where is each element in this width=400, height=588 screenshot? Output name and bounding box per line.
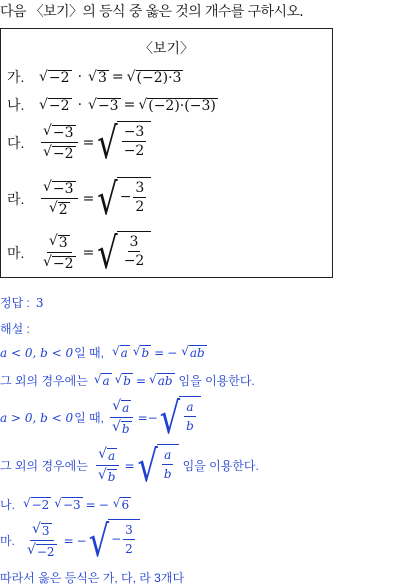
fraction: √ −3 √ −2 [41, 123, 78, 162]
sqrt-fraction: √ $\frac{-3}{-2}$ [97, 127, 151, 159]
sqrt-expression: √ 3 [88, 68, 107, 86]
item-label: 마. [7, 244, 25, 261]
sqrt-expression: √ (−2)·3 [126, 68, 182, 86]
item-label: 라. [7, 190, 25, 207]
solution-line-3: a > 0, b < 0 일 때, √ a √ b =− √ $\frac{a}{b}$ [0, 398, 201, 437]
examples-box [0, 28, 333, 278]
sqrt-expression: √ −2 [39, 96, 70, 114]
example-item-ma: 마. √ 3 √ −2 = √ $\frac{3}{-2}$ [7, 233, 151, 272]
example-item-na: 나. √ −2 · √ −3 = √ (−2)·(−3) [7, 96, 216, 114]
solution-line-5: 나. √ −2 √ −3 = − √ 6 [0, 496, 130, 512]
solution-line-6: 마. √ 3 √ −2 = − √ − $\frac{3}{2}$ [0, 521, 140, 560]
sqrt-expression: √ (−2)·(−3) [138, 96, 216, 114]
solution-line-1: a < 0, b < 0 일 때, √ a √ b = − √ ab [0, 344, 205, 360]
box-title: 〈보기〉 [138, 41, 195, 57]
example-item-ga: 가. √ −2 · √ 3 = √ (−2)·3 [7, 68, 182, 86]
sqrt-fraction: √ − $\frac{3}{2}$ [97, 183, 151, 215]
item-label: 다. [7, 134, 25, 151]
example-item-da: 다. √ −3 √ −2 = √ $\frac{-3}{-2}$ [7, 123, 151, 162]
answer-line: 정답 : 3 [0, 295, 44, 310]
item-label: 가. [7, 69, 25, 85]
explanation-label: 해설 : [0, 322, 30, 336]
fraction: √ 3 √ −2 [43, 233, 74, 272]
item-label: 나. [7, 97, 25, 113]
solution-line-2: 그 외의 경우에는 √ a √ b = √ ab 임을 이용한다. [0, 372, 255, 388]
sqrt-expression: √ −2 [39, 68, 70, 86]
sqrt-fraction: √ $\frac{3}{-2}$ [97, 237, 151, 269]
conclusion-text: 따라서 옳은 등식은 가, 다, 라 3개다 [0, 571, 185, 585]
solution-line-4: 그 외의 경우에는 √ a √ b = √ $\frac{a}{b}$ 임을 이용한다. [0, 439, 259, 492]
example-item-ra: 라. √ −3 √ 2 = √ − $\frac{3}{2}$ [7, 179, 151, 218]
question-text: 다음 〈보기〉의 등식 중 옳은 것의 개수를 구하시오. [0, 4, 304, 20]
fraction: √ −3 √ 2 [41, 179, 78, 218]
sqrt-expression: √ −3 [88, 96, 119, 114]
